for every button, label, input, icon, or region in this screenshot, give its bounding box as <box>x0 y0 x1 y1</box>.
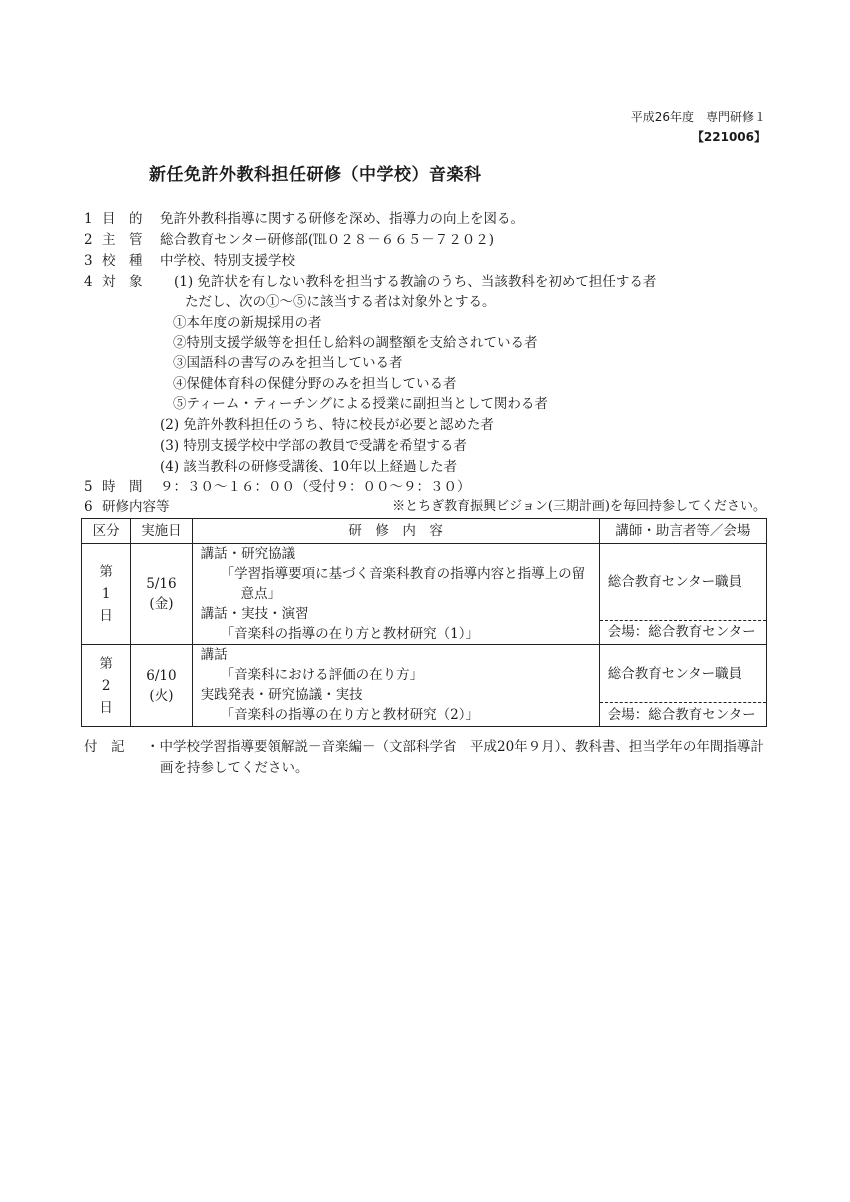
lecturer-name: 総合教育センター職員 <box>600 545 766 621</box>
year-course-label: 平成26年度 専門研修１ <box>630 110 766 124</box>
weekday-value: (火) <box>149 687 174 704</box>
content-line: 「音楽科における評価の在り方」 <box>220 667 424 683</box>
item-label: 校 種 <box>102 253 143 269</box>
exclusion-item: ②特別支援学級等を担任し給料の調整額を支給されている者 <box>173 335 538 351</box>
time-text: ９：３０～１６：００（受付９：００～９：３０） <box>160 479 471 495</box>
item-number: 2 <box>84 232 93 248</box>
footnote-line-1: ・中学校学習指導要領解説－音楽編－（文部科学省 平成20年９月）、教科書、担当学年の年間指導計 <box>146 739 764 755</box>
footnote-label: 付 記 <box>84 739 125 755</box>
lecturer-cell <box>599 645 766 727</box>
content-line: 「音楽科の指導の在り方と教材研究（2）」 <box>220 707 479 723</box>
content-line: 意点」 <box>240 586 282 602</box>
content-line: 「音楽科の指導の在り方と教材研究（1）」 <box>220 626 479 642</box>
target-1: (1) 免許状を有しない教科を担当する教諭のうち、当該教科を初めて担任する者 <box>174 274 657 290</box>
day-char: 1 <box>101 586 111 602</box>
footnote <box>84 737 764 757</box>
day-char: 第 <box>99 655 113 672</box>
target-4: (4) 該当教科の研修受講後、10年以上経過した者 <box>160 459 458 475</box>
target-2: (2) 免許外教科担任のうち、特に校長が必要と認めた者 <box>160 417 494 433</box>
header-content: 研 修 内 容 <box>192 519 599 544</box>
venue: 会場：総合教育センター <box>607 624 756 640</box>
organizer-row <box>84 230 494 250</box>
school-type-row <box>84 251 295 271</box>
contents-row <box>84 497 170 517</box>
day-label <box>82 645 131 727</box>
time-row <box>84 477 471 497</box>
table-row <box>82 645 767 727</box>
course-code: 【221006】 <box>691 130 766 144</box>
contents-note: ※とちぎ教育振興ビジョン(三期計画)を毎回持参してください。 <box>392 499 766 514</box>
lecturer-cell <box>599 544 766 645</box>
exclusion-item: ③国語科の書写のみを担当している者 <box>173 355 403 371</box>
content-cell <box>192 544 599 645</box>
day-char: 2 <box>101 677 111 694</box>
purpose-row <box>84 209 524 229</box>
page-title: 新任免許外教科担任研修（中学校）音楽科 <box>149 165 482 185</box>
weekday-value: (金) <box>149 596 174 612</box>
exclusion-item: ①本年度の新規採用の者 <box>173 315 322 331</box>
table-row <box>82 544 767 645</box>
item-label: 時 間 <box>102 479 143 495</box>
content-line: 実践発表・研究協議・実技 <box>200 687 363 703</box>
purpose-text: 免許外教科指導に関する研修を深め、指導力の向上を図る。 <box>160 211 524 227</box>
date-value: 5/16 <box>146 576 177 592</box>
footnote-line-2: 画を持参してください。 <box>160 760 309 776</box>
schedule-table <box>81 518 767 727</box>
item-number: 5 <box>84 479 93 495</box>
exclusion-item: ⑤ティーム・ティーチングによる授業に副担当として関わる者 <box>173 396 548 412</box>
venue: 会場：総合教育センター <box>607 706 756 723</box>
table-header-row <box>82 519 767 544</box>
content-line: 講話 <box>200 647 228 663</box>
organizer-text: 総合教育センター研修部(℡０２８－６６５－７２０２) <box>160 232 494 248</box>
target-1-note: ただし、次の①～⑤に該当する者は対象外とする。 <box>185 294 496 310</box>
date-cell <box>131 645 192 727</box>
school-type-text: 中学校、特別支援学校 <box>160 253 295 269</box>
target-row <box>84 272 656 292</box>
item-label: 主 管 <box>102 232 143 248</box>
content-line: 講話・実技・演習 <box>200 606 309 622</box>
date-cell <box>131 544 192 645</box>
target-3: (3) 特別支援学校中学部の教員で受講を希望する者 <box>160 438 467 454</box>
item-number: 6 <box>84 499 93 515</box>
header-date: 実施日 <box>131 519 192 544</box>
content-line: 「学習指導要項に基づく音楽科教育の指導内容と指導上の留 <box>220 566 586 582</box>
item-label: 目 的 <box>102 211 143 227</box>
item-number: 3 <box>84 253 93 269</box>
day-label <box>82 544 131 645</box>
item-label: 研修内容等 <box>102 499 170 515</box>
date-value: 6/10 <box>146 667 177 684</box>
content-line: 講話・研究協議 <box>200 546 296 562</box>
lecturer-name: 総合教育センター職員 <box>600 645 766 703</box>
content-cell <box>192 645 599 727</box>
header-lecturer: 講師・助言者等／会場 <box>599 519 766 544</box>
item-number: 1 <box>84 211 93 227</box>
day-char: 日 <box>99 699 113 716</box>
day-char: 日 <box>99 608 113 624</box>
item-number: 4 <box>84 274 93 290</box>
item-label: 対 象 <box>102 274 143 290</box>
exclusion-item: ④保健体育科の保健分野のみを担当している者 <box>173 376 457 392</box>
header-kubun: 区分 <box>82 519 131 544</box>
day-char: 第 <box>99 564 113 580</box>
